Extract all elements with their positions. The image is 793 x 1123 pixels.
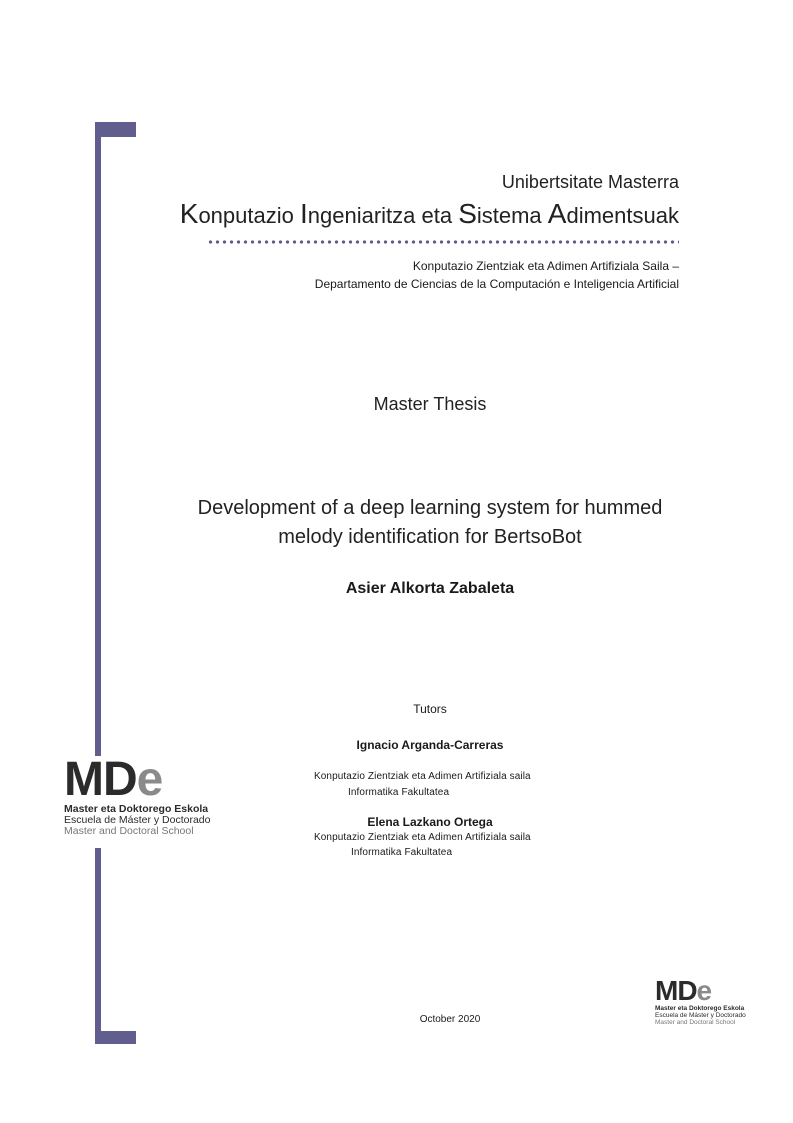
mde-logo-md: MD bbox=[64, 753, 137, 806]
program-word-3: istema bbox=[476, 203, 548, 228]
tutor-affiliation: Konputazio Zientziak eta Adimen Artifiziala saila bbox=[314, 771, 531, 782]
mde-logo-line-3: Master and Doctoral School bbox=[64, 825, 194, 837]
tutor-name: Ignacio Arganda-Carreras bbox=[356, 738, 504, 752]
mde-logo-mark bbox=[64, 753, 211, 806]
mde-logo-e: e bbox=[696, 975, 712, 1006]
tutor-affiliation: Konputazio Zientziak eta Adimen Artifiziala saila bbox=[314, 832, 531, 843]
thesis-title-line-2: melody identification for BertsoBot bbox=[278, 526, 582, 548]
department-line-1: Konputazio Zientziak eta Adimen Artifiziala Saila – bbox=[412, 259, 679, 273]
submission-date: October 2020 bbox=[419, 1014, 481, 1025]
program-initial-a: A bbox=[547, 198, 567, 229]
university-master-label: Unibertsitate Masterra bbox=[501, 172, 679, 192]
tutors-label: Tutors bbox=[413, 702, 447, 716]
bracket-vertical-bar bbox=[95, 122, 101, 1044]
mde-logo-line-1: Master eta Doktorego Eskola bbox=[655, 1005, 745, 1012]
document-type: Master Thesis bbox=[373, 394, 487, 414]
mde-logo-e: e bbox=[136, 753, 163, 806]
mde-logo-line-1: Master eta Doktorego Eskola bbox=[64, 803, 209, 815]
tutor-faculty: Informatika Fakultatea bbox=[351, 847, 453, 858]
bracket-bottom-bar bbox=[95, 1031, 136, 1044]
mde-logo-md: MD bbox=[655, 975, 697, 1006]
program-initial-s: S bbox=[458, 198, 477, 229]
dotted-divider bbox=[207, 240, 679, 244]
bracket-top-bar bbox=[95, 122, 136, 137]
mde-logo-line-2: Escuela de Máster y Doctorado bbox=[64, 814, 211, 826]
thesis-title bbox=[150, 494, 710, 552]
program-word-1: onputazio bbox=[198, 203, 300, 228]
program-word-4: dimentsuak bbox=[566, 203, 679, 228]
mde-logo-large bbox=[64, 753, 211, 837]
mde-logo-line-2: Escuela de Máster y Doctorado bbox=[655, 1012, 746, 1019]
program-initial-k: K bbox=[179, 198, 199, 229]
program-word-2: ngeniaritza eta bbox=[307, 203, 459, 228]
mde-logo-small bbox=[655, 977, 746, 1026]
tutor-faculty: Informatika Fakultatea bbox=[348, 787, 450, 798]
program-initial-i: I bbox=[299, 198, 308, 229]
thesis-title-line-1: Development of a deep learning system for hummed bbox=[197, 497, 663, 519]
mde-logo-mark bbox=[655, 977, 746, 1005]
department-line-2: Departamento de Ciencias de la Computación e Inteligencia Artificial bbox=[314, 277, 679, 291]
author-name: Asier Alkorta Zabaleta bbox=[345, 580, 515, 597]
program-title bbox=[180, 198, 679, 230]
tutor-name: Elena Lazkano Ortega bbox=[367, 815, 493, 829]
mde-logo-line-3: Master and Doctoral School bbox=[655, 1019, 736, 1026]
